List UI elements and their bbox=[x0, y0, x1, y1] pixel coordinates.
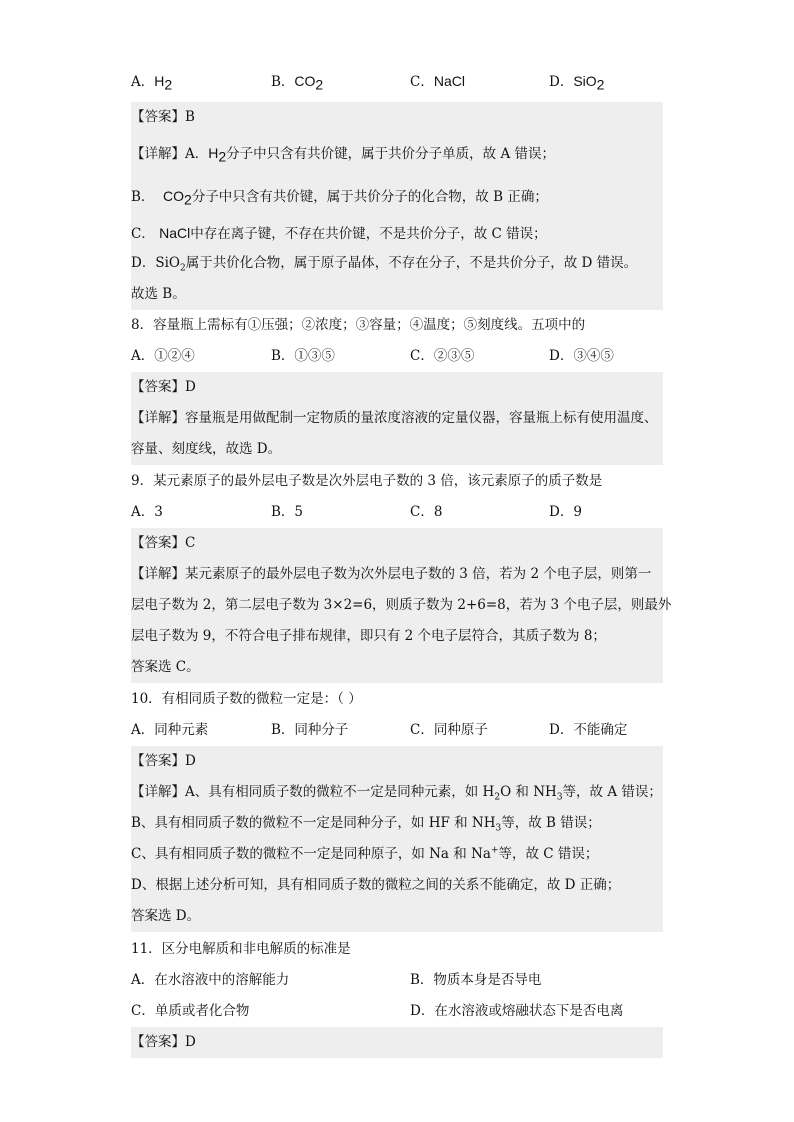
q7-conclusion: 故选 B。 bbox=[131, 279, 663, 310]
q7-option-a: A．$H_2$ bbox=[131, 73, 173, 93]
q10-option-d: D．不能确定 bbox=[549, 722, 628, 738]
q11-option-d: D．在水溶液或熔融状态下是否电离 bbox=[410, 1003, 624, 1019]
q8-answer: 【答案】D bbox=[131, 372, 663, 403]
q9-detail-line-3: 层电子数为 9，不符合电子排布规律，即只有 2 个电子层符合，其质子数为 8； bbox=[131, 621, 663, 652]
q8-detail-line-2: 容量、刻度线，故选 D。 bbox=[131, 434, 663, 465]
q11-option-a: A．在水溶液中的溶解能力 bbox=[131, 972, 290, 988]
q7-detail-c: C． NaCl中存在离子键，不存在共价键，不是共价分子，故 C 错误； bbox=[131, 215, 663, 248]
q7-answer: 【答案】B bbox=[131, 102, 663, 133]
q8-option-b: B．①③⑤ bbox=[271, 348, 335, 364]
q9-stem: 9．某元素原子的最外层电子数是次外层电子数的 3 倍，该元素原子的质子数是 bbox=[131, 473, 603, 489]
q10-answer: 【答案】D bbox=[131, 746, 663, 777]
q10-option-b: B．同种分子 bbox=[271, 722, 349, 738]
q9-answer: 【答案】C bbox=[131, 528, 663, 559]
q10-detail-a: 【详解】A、具有相同质子数的微粒不一定是同种元素，如 $H_2O$ 和 $NH_3$等，故 A 错误； bbox=[131, 777, 663, 808]
q10-detail-c: C、具有相同质子数的微粒不一定是同种原子，如 Na 和 Na+等，故 C 错误； bbox=[131, 839, 663, 870]
q7-option-d: D．SiO$_2$ bbox=[549, 73, 605, 93]
q10-detail-d: D、根据上述分析可知，具有相同质子数的微粒之间的关系不能确定，故 D 正确； bbox=[131, 870, 663, 901]
q9-detail-line-2: 层电子数为 2，第二层电子数为 3×2=6，则质子数为 2+6=8，若为 3 个电子层，则最外 bbox=[131, 590, 663, 621]
q10-option-a: A．同种元素 bbox=[131, 722, 209, 738]
q11-stem: 11．区分电解质和非电解质的标准是 bbox=[131, 941, 351, 957]
q10-options-row bbox=[131, 715, 663, 746]
q11-options-row-2 bbox=[131, 996, 663, 1027]
q8-stem: 8．容量瓶上需标有①压强；②浓度；③容量；④温度；⑤刻度线。五项中的 bbox=[131, 317, 586, 333]
q7-detail-a: 【详解】A．$H_2$分子中只含有共价键，属于共价分子单质，故 A 错误； bbox=[131, 133, 663, 174]
q7-option-c: C．NaCl bbox=[410, 73, 465, 90]
q8-option-a: A．①②④ bbox=[131, 348, 195, 364]
q7-detail-b: B． $CO_2$分子中只含有共价键，属于共价分子的化合物，故 B 正确； bbox=[131, 174, 663, 215]
q9-option-c: C．8 bbox=[410, 504, 443, 520]
q9-detail-line-1: 【详解】某元素原子的最外层电子数为次外层电子数的 3 倍，若为 2 个电子层，则第一 bbox=[131, 559, 663, 590]
q8-option-c: C．②③⑤ bbox=[410, 348, 475, 364]
q7-detail-d: D．SiO$_2$属于共价化合物，属于原子晶体，不存在分子，不是共价分子，故 D 错误。 bbox=[131, 248, 663, 279]
q8-options-row bbox=[131, 341, 663, 372]
q11-options-row-1 bbox=[131, 965, 663, 996]
q8-option-d: D．③④⑤ bbox=[549, 348, 614, 364]
q11-option-c: C．单质或者化合物 bbox=[131, 1003, 250, 1019]
q9-option-a: A．3 bbox=[131, 504, 163, 520]
q7-option-b: B．$CO_2$ bbox=[271, 73, 324, 93]
q9-options-row bbox=[131, 497, 663, 528]
q11-option-b: B．物质本身是否导电 bbox=[410, 972, 542, 988]
q9-conclusion: 答案选 C。 bbox=[131, 652, 663, 683]
q10-detail-b: B、具有相同质子数的微粒不一定是同种分子，如 HF 和 $NH_3$等，故 B 错误； bbox=[131, 808, 663, 839]
q9-option-b: B．5 bbox=[271, 504, 304, 520]
q7-options-row bbox=[131, 66, 663, 97]
q8-detail-line-1: 【详解】容量瓶是用做配制一定物质的量浓度溶液的定量仪器，容量瓶上标有使用温度、 bbox=[131, 403, 663, 434]
q10-conclusion: 答案选 D。 bbox=[131, 901, 663, 932]
q10-option-c: C．同种原子 bbox=[410, 722, 488, 738]
q11-answer: 【答案】D bbox=[131, 1027, 663, 1058]
q10-stem: 10．有相同质子数的微粒一定是：（ ） bbox=[131, 691, 362, 707]
q9-option-d: D．9 bbox=[549, 504, 582, 520]
